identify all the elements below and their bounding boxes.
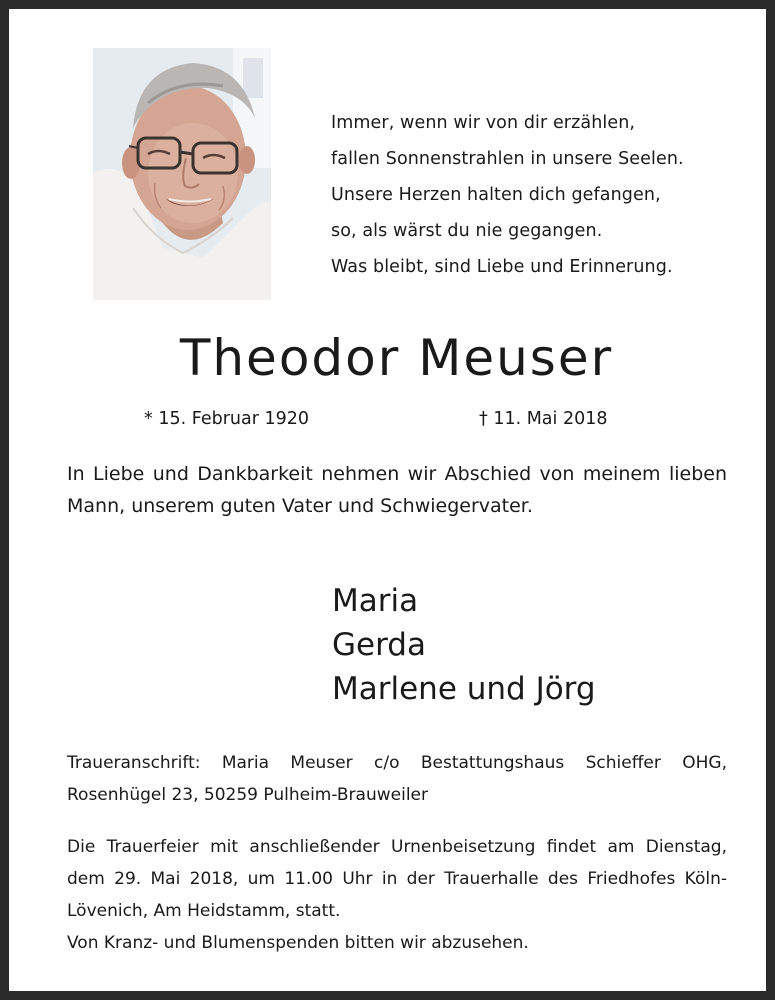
death-date: † 11. Mai 2018 [479, 409, 608, 429]
no-flowers-request: Von Kranz- und Blumenspenden bitten wir abzusehen. [67, 933, 529, 953]
mourners-list [332, 579, 596, 711]
poem-line: Was bleibt, sind Liebe und Erinnerung. [331, 257, 673, 277]
poem-verse [331, 105, 751, 285]
mourner-name: Gerda [332, 627, 426, 663]
poem-line: so, als wärst du nie gegangen. [331, 221, 603, 241]
farewell-message: In Liebe und Dankbarkeit nehmen wir Abschied von meinem lieben Mann, unserem guten Vater und Schwiegervater. [67, 463, 727, 517]
ceremony-info: Die Trauerfeier mit anschließender Urnenbeisetzung findet am Dienstag, dem 29. Mai 2018, um 11.00 Uhr in der Trauerhalle des Friedhofes Köln-Lövenich, Am Heidstamm, statt. [67, 837, 727, 921]
poem-line: Unsere Herzen halten dich gefangen, [331, 185, 661, 205]
poem-line: fallen Sonnenstrahlen in unsere Seelen. [331, 149, 684, 169]
mourner-name: Marlene und Jörg [332, 671, 596, 707]
mourner-name: Maria [332, 583, 419, 619]
deceased-name: Theodor Meuser [179, 329, 614, 387]
portrait-photo [93, 48, 271, 300]
portrait-illustration [93, 48, 271, 300]
poem-line: Immer, wenn wir von dir erzählen, [331, 113, 636, 133]
birth-date: * 15. Februar 1920 [144, 409, 309, 429]
mourning-address: Traueranschrift: Maria Meuser c/o Bestattungshaus Schieffer OHG, Rosenhügel 23, 50259 Pulheim-Brauweiler [67, 753, 727, 805]
